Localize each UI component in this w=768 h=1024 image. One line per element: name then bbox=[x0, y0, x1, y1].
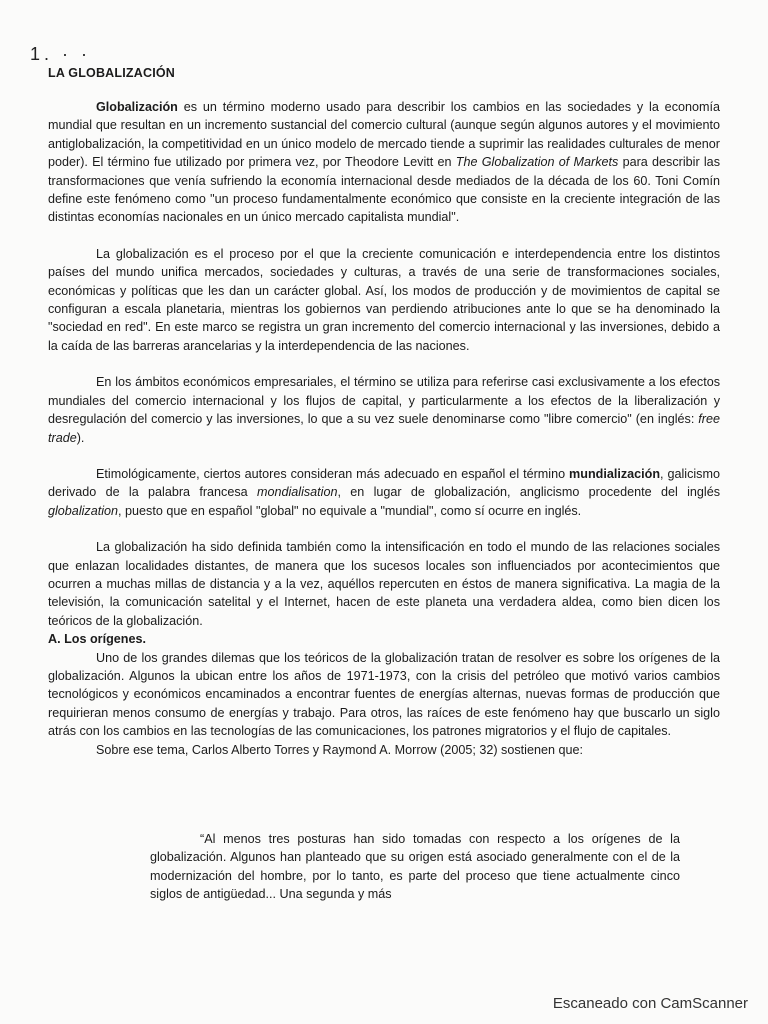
camscanner-watermark: Escaneado con CamScanner bbox=[552, 995, 748, 1012]
paragraph-1: Globalización es un término moderno usado para describir los cambios en las sociedades y la economía mundial que resultan en un incremento sustancial del comercio cultural (aunque según algunos autores y el movimiento antiglobalización, la competitividad en un único modelo de mercado tiende a suprimir las realidades culturales de menor poder). El término fue utilizado por primera vez, por Theodore Levitt en The Globalization of Markets para describir las transformaciones que venía sufriendo la economía internacional desde mediados de la década de los 60. Toni Comín define este fenómeno como "un proceso fundamentalmente económico que consiste en la creciente integración de las distintas economías nacionales en un único mercado capitalista mundial". bbox=[48, 100, 720, 225]
paragraph-6: Uno de los grandes dilemas que los teóricos de la globalización tratan de resolver es sobre los orígenes de la globalización. Algunos la ubican entre los años de 1971-1973, con la crisis del petróleo que motivó varios cambios tecnológicos y económicos encaminados a encontrar fuentes de energías alternas, nuevas formas de producción que requirieran menos consumo de energías y trabajo. Para otros, las raíces de este fenómeno hay que buscarlo un siglo atrás con los cambios en las tecnologías de las comunicaciones, los patrones migratorios y el flujo de capitales. bbox=[48, 650, 720, 739]
block-quote bbox=[150, 830, 680, 904]
term-globalizacion: Globalización bbox=[96, 100, 178, 114]
paragraph-2: La globalización es el proceso por el que la creciente comunicación e interdependencia entre los distintos países del mundo unifica mercados, sociedades y culturas, a través de una serie de transformaciones sociales, económicas y políticas que les dan un carácter global. Así, los modos de producción y de movimientos de capital se configuran a escala planetaria, mientras los gobiernos van perdiendo atribuciones ante lo que se ha denominado la "sociedad en red". En este marco se registra un gran incremento del comercio internacional y las inversiones, debido a la caída de las barreras arancelarias y la interdependencia de las naciones. bbox=[48, 246, 720, 353]
paragraph-7: Sobre ese tema, Carlos Alberto Torres y Raymond A. Morrow (2005; 32) sostienen que: bbox=[96, 742, 583, 757]
paragraph-5: La globalización ha sido definida también como la intensificación en todo el mundo de las relaciones sociales que enlazan localidades distantes, de manera que los sucesos locales son influenciados por acontecimientos que ocurren a muchas millas de distancia y a la vez, aquéllos repercuten en éstos de manera significativa. La magia de la televisión, la comunicación satelital y el Internet, hacen de este planeta una verdadera aldea, como bien dicen los teóricos de la globalización. bbox=[48, 540, 720, 628]
paragraph-3: En los ámbitos económicos empresariales, el término se utiliza para referirse casi exclusivamente a los efectos mundiales del comercio internacional y los flujos de capital, y particularmente a los efectos de la liberalización y desregulación del comercio y las inversiones, lo que a su vez suele denominarse como "libre comercio" (en inglés: free trade). bbox=[48, 375, 720, 445]
page-title: LA GLOBALIZACIÓN bbox=[48, 66, 176, 80]
document-body bbox=[48, 98, 720, 759]
book-title: The Globalization of Markets bbox=[455, 155, 619, 170]
section-heading: A. Los orígenes. bbox=[48, 632, 146, 647]
paragraph-4: Etimológicamente, ciertos autores consideran más adecuado en español el término mundialización, galicismo derivado de la palabra francesa mondialisation, en lugar de globalización, anglicismo procedente del inglés globalization, puesto que en español "global" no equivale a "mundial", como sí ocurre en inglés. bbox=[48, 466, 720, 518]
quote-text: “Al menos tres posturas han sido tomadas con respecto a los orígenes de la globalización. Algunos han planteado que su origen está asociado generalmente con el de la modernización del hombre, por lo tanto, es parte del proceso que tiene actualmente cinco siglos de antigüedad... Una segunda y más bbox=[150, 832, 680, 902]
corner-mark: 1. · · bbox=[30, 44, 92, 64]
